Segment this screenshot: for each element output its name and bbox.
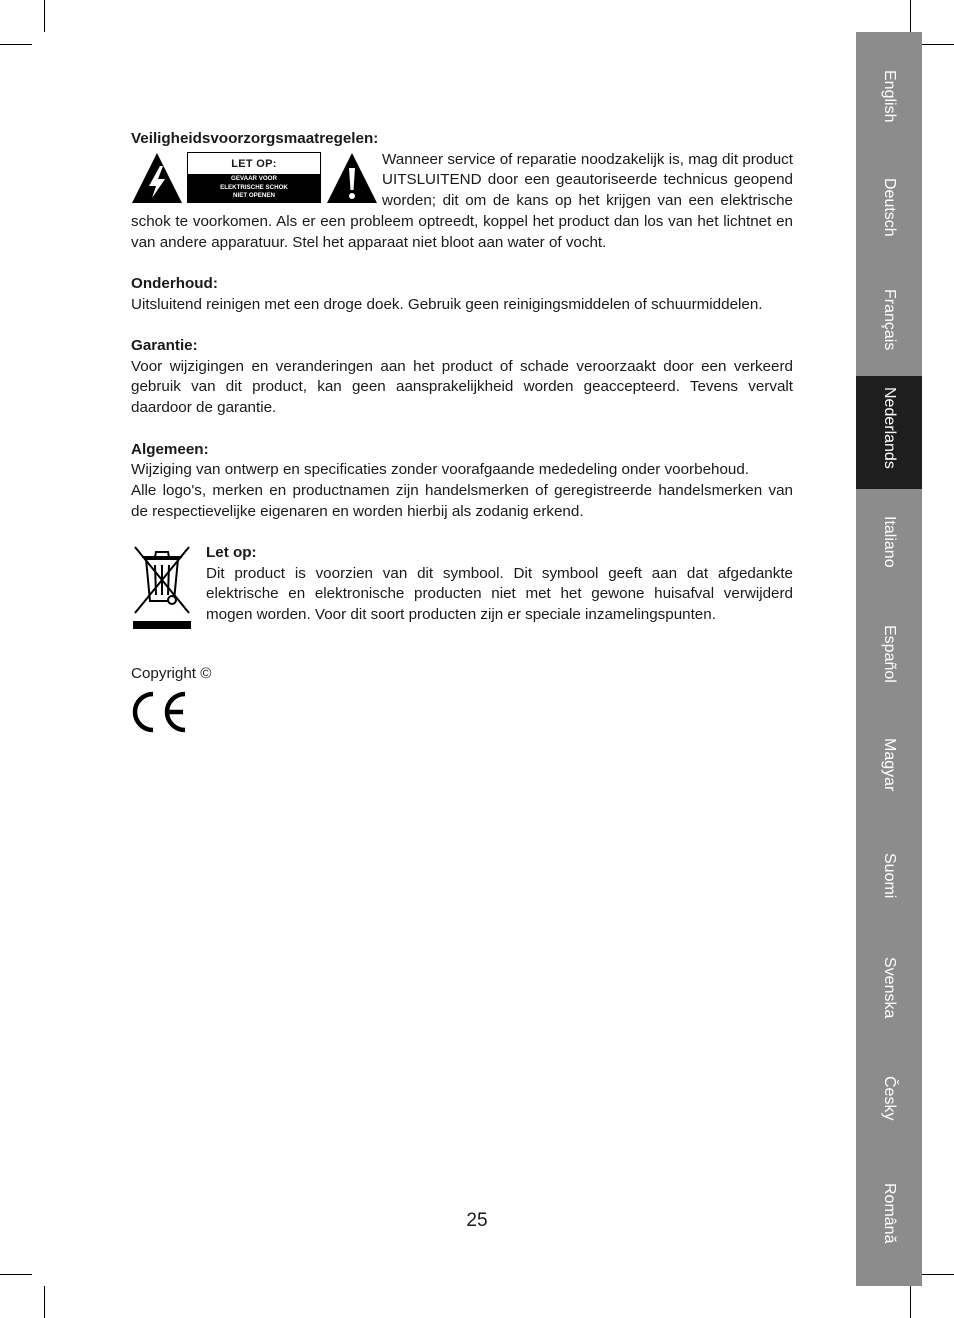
language-tabs	[856, 32, 922, 1286]
general-heading: Algemeen:	[131, 440, 209, 458]
tab-magyar[interactable]: Magyar	[881, 738, 898, 792]
general-text-1: Wijziging van ontwerp en specificaties zonder voorafgaande mededeling onder voorbehoud.	[131, 461, 750, 479]
warning-label-group	[131, 152, 378, 205]
exclamation-warning-icon	[326, 152, 378, 204]
crop-mark	[0, 44, 32, 45]
crop-mark	[910, 1286, 911, 1318]
crop-mark	[922, 1274, 954, 1275]
tab-cesky[interactable]: Česky	[881, 1076, 898, 1121]
main-content	[131, 129, 793, 740]
caution-label-title: LET OP:	[231, 157, 277, 170]
tab-svenska[interactable]: Svenska	[881, 957, 898, 1019]
crop-mark	[922, 44, 954, 45]
disposal-text: Dit product is voorzien van dit symbool. Dit symbool geeft aan dat afgedankte elektrische en elektronische producten niet met het gewone huisafval verwijderd mogen worden. Voor dit soort producten zijn er speciale inzamelingspunten.	[206, 564, 793, 624]
crossed-out-bin-icon	[131, 543, 193, 631]
page-number: 25	[466, 1210, 488, 1231]
caution-label-line: NIET OPENEN	[233, 192, 275, 200]
maintenance-text: Uitsluitend reinigen met een droge doek. Gebruik geen reinigingsmiddelen of schuurmiddelen.	[131, 295, 763, 313]
ce-mark-icon	[131, 690, 189, 734]
disposal-section	[131, 543, 793, 626]
tab-italiano[interactable]: Italiano	[881, 516, 898, 568]
lightning-warning-icon	[131, 152, 183, 204]
warranty-heading: Garantie:	[131, 337, 198, 354]
caution-label	[187, 152, 321, 203]
maintenance-heading: Onderhoud:	[131, 274, 218, 292]
tab-english[interactable]: English	[881, 70, 898, 123]
disposal-heading: Let op:	[206, 544, 257, 561]
tab-nederlands[interactable]: Nederlands	[856, 376, 922, 489]
safety-heading: Veiligheidsvoorzorgsmaatregelen:	[131, 130, 379, 147]
safety-section	[131, 150, 793, 254]
warranty-text: Voor wijzigingen en veranderingen aan het product of schade veroorzaakt door een verkeerd gebruik van dit product, kan geen aansprakelijkheid worden geaccepteerd. Tevens vervalt daardoor de garantie.	[131, 357, 793, 417]
crop-mark	[910, 0, 911, 32]
tab-francais[interactable]: Français	[881, 289, 898, 351]
general-text-2: Alle logo's, merken en productnamen zijn handelsmerken of geregistreerde handelsmerken van de respectievelijke eigenaren en worden hierbij als zodanig erkend.	[131, 481, 793, 520]
caution-label-line: ELEKTRISCHE SCHOK	[220, 183, 288, 191]
tab-suomi[interactable]: Suomi	[881, 853, 898, 899]
caution-label-text	[188, 174, 320, 202]
caution-label-line: GEVAAR VOOR	[231, 174, 277, 182]
safety-text: Wanneer service of reparatie noodzakelijk is, mag dit product UITSLUITEND door een geautoriseerde technicus geopend worden; dit om de kans op het krijgen van een elektrische schok te voorkomen. Als er een probleem optreedt, koppel het product dan los van het lichtnet en van andere apparatuur. Stel het apparaat niet bloot aan water of vocht.	[131, 150, 793, 251]
crop-mark	[44, 1286, 45, 1318]
copyright-text: Copyright ©	[131, 664, 212, 682]
crop-mark	[0, 1274, 32, 1275]
tab-romana[interactable]: Română	[881, 1183, 898, 1244]
crop-mark	[44, 0, 45, 32]
tab-espanol[interactable]: Español	[881, 625, 898, 683]
tab-deutsch[interactable]: Deutsch	[881, 178, 898, 237]
